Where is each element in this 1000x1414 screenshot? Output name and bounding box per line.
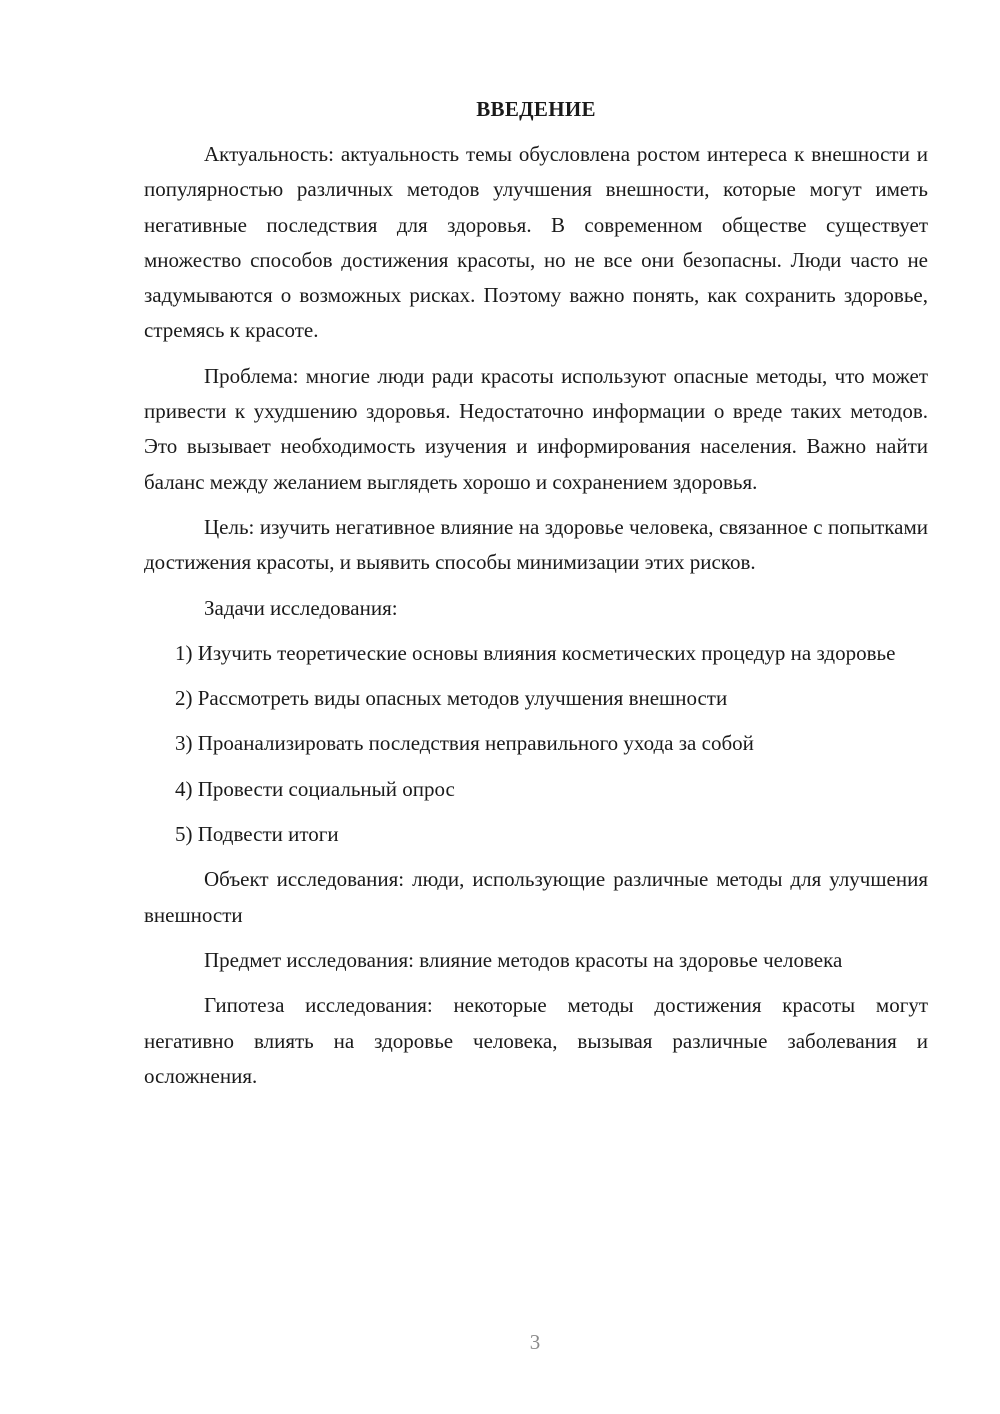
task-item: 3) Проанализировать последствия неправильного ухода за собой bbox=[175, 731, 754, 756]
document-page bbox=[144, 92, 928, 1104]
subject-paragraph: Предмет исследования: влияние методов красоты на здоровье человека bbox=[204, 947, 843, 972]
page-number: 3 bbox=[529, 1330, 541, 1354]
task-item: 1) Изучить теоретические основы влияния косметических процедур на здоровье bbox=[175, 640, 896, 665]
hypothesis-paragraph: Гипотеза исследования: некоторые методы достижения красоты могут негативно влиять на здоровье человека, вызывая различные заболевания и осложнения. bbox=[144, 993, 928, 1088]
object-paragraph: Объект исследования: люди, использующие различные методы для улучшения внешности bbox=[144, 867, 928, 927]
tasks-title: Задачи исследования: bbox=[204, 595, 398, 620]
relevance-paragraph: Актуальность: актуальность темы обусловлена ростом интереса к внешности и популярностью различных методов улучшения внешности, которые могут иметь негативные последствия для здоровья. В современном обществе существует множество способов достижения красоты, но не все они безопасны. Люди часто не задумываются о возможных рисках. Поэтому важно понять, как сохранить здоровье, стремясь к красоте. bbox=[144, 142, 928, 343]
task-item: 4) Провести социальный опрос bbox=[175, 776, 455, 801]
problem-paragraph: Проблема: многие люди ради красоты используют опасные методы, что может привести к ухудшению здоровья. Недостаточно информации о вреде таких методов. Это вызывает необходимость изучения и информирования населения. Важно найти баланс между желанием выглядеть хорошо и сохранением здоровья. bbox=[144, 363, 928, 494]
section-heading: ВВЕДЕНИЕ bbox=[476, 97, 596, 121]
task-item: 5) Подвести итоги bbox=[175, 822, 339, 847]
task-item: 2) Рассмотреть виды опасных методов улучшения внешности bbox=[175, 686, 728, 711]
goal-paragraph: Цель: изучить негативное влияние на здоровье человека, связанное с попытками достижения красоты, и выявить способы минимизации этих рисков. bbox=[144, 514, 928, 575]
